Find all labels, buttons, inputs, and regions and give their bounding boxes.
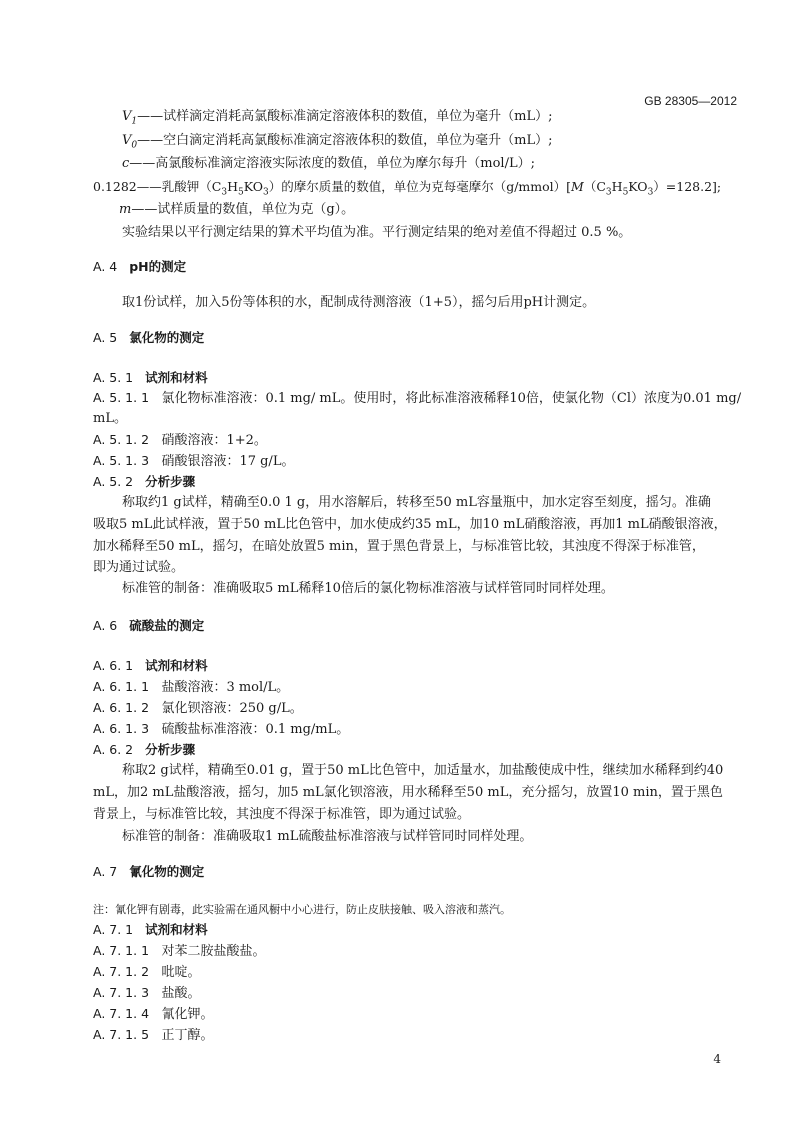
item-text: 盐酸溶液：3 mol/L。 — [161, 680, 290, 695]
symbol: M — [571, 179, 584, 194]
paragraph: 即为通过试验。 — [93, 560, 185, 575]
definition-text: ——空白滴定消耗高氯酸标准滴定溶液体积的数值，单位为毫升（mL）; — [137, 133, 553, 148]
definition-text: ——试样质量的数值，单位为克（g）。 — [131, 202, 355, 217]
paragraph: 背景上，与标准管比较，其浊度不得深于标准管，即为通过试验。 — [93, 807, 471, 822]
list-item-a513 — [93, 452, 294, 471]
item-text: 硝酸银溶液：17 g/L。 — [161, 454, 295, 469]
paragraph: 取1份试样，加入5份等体积的水，配制成待测溶液（1+5），摇匀后用pH计测定。 — [122, 295, 596, 310]
list-item-a711 — [93, 942, 265, 961]
standard-code: GB 28305—2012 — [644, 94, 737, 108]
paragraph: 吸取5 mL此试样液，置于50 mL比色管中，加水使成约35 mL，加10 mL硝酸溶液，再加1 mL硝酸银溶液， — [93, 517, 727, 532]
safety-note: 注：氰化钾有剧毒，此实验需在通风橱中小心进行，防止皮肤接触、吸入溶液和蒸汽。 — [93, 903, 511, 916]
subscript: 0 — [131, 140, 138, 151]
subsection-heading-a71 — [93, 921, 208, 939]
item-text: 吡啶。 — [161, 965, 201, 980]
paragraph: 标准管的制备：准确吸取1 mL硫酸盐标准溶液与试样管同时同样处理。 — [122, 829, 533, 844]
section-number: A. 5. 1 — [93, 370, 134, 385]
text: KO — [628, 179, 648, 194]
symbol: m — [119, 202, 132, 217]
item-text: 氰化钾。 — [161, 1007, 214, 1022]
subscript: 5 — [622, 187, 629, 198]
paragraph: mL，加2 mL盐酸溶液，摇匀，加5 mL氯化钡溶液，用水稀释至50 mL，充分摇匀，放置10 min，置于黑色 — [93, 785, 723, 800]
item-text: 对苯二胺盐酸盐。 — [161, 944, 266, 959]
section-title: 试剂和材料 — [145, 658, 208, 673]
section-number: A. 6 — [93, 618, 118, 633]
item-number: A. 5. 1. 1 — [93, 390, 150, 405]
section-title: 氯化物的测定 — [129, 330, 205, 345]
text: ）的摩尔质量的数值，单位为克每毫摩尔（g/mmol）[ — [268, 179, 572, 194]
section-number: A. 4 — [93, 259, 118, 274]
text: KO — [243, 179, 263, 194]
item-number: A. 7. 1. 2 — [93, 964, 150, 979]
list-item-a714 — [93, 1005, 213, 1024]
text: ）=128.2]; — [653, 179, 722, 194]
subsection-heading-a51 — [93, 369, 208, 387]
item-number: A. 7. 1. 5 — [93, 1027, 150, 1042]
definition-text: ——高氯酸标准滴定溶液实际浓度的数值，单位为摩尔每升（mol/L）; — [129, 156, 535, 171]
item-text: 正丁醇。 — [161, 1028, 214, 1043]
subscript: 3 — [221, 187, 228, 198]
subsection-heading-a52 — [93, 473, 195, 491]
subscript: 1 — [131, 116, 138, 127]
section-heading-a4 — [93, 258, 186, 276]
section-number: A. 7. 1 — [93, 922, 134, 937]
text: H — [227, 179, 238, 194]
list-item-a712 — [93, 963, 200, 982]
result-statement: 实验结果以平行测定结果的算术平均值为准。平行测定结果的绝对差值不得超过 0.5 %。 — [122, 225, 632, 240]
paragraph: 称取约1 g试样，精确至0.0 1 g，用水溶解后，转移至50 mL容量瓶中，加水定容至刻度，摇匀。准确 — [122, 495, 711, 510]
symbol: V — [122, 109, 132, 124]
section-number: A. 7 — [93, 864, 118, 879]
section-title: 试剂和材料 — [145, 370, 208, 385]
page-number: 4 — [713, 1052, 721, 1066]
paragraph: 加水稀释至50 mL，摇匀，在暗处放置5 min，置于黑色背景上，与标准管比较，其浊度不得深于标准管， — [93, 539, 705, 554]
section-number: A. 6. 1 — [93, 658, 134, 673]
item-number: A. 6. 1. 2 — [93, 700, 150, 715]
section-title: 试剂和材料 — [145, 922, 208, 937]
subscript: 3 — [605, 187, 612, 198]
section-heading-a6 — [93, 617, 204, 635]
item-number: A. 7. 1. 1 — [93, 943, 150, 958]
text: ——乳酸钾（C — [136, 179, 222, 194]
symbol: V — [122, 133, 132, 148]
list-item-a612 — [93, 699, 303, 718]
paragraph: 称取2 g试样，精确至0.01 g，置于50 mL比色管中，加适量水，加盐酸使成中性，继续加水稀释到约40 — [122, 763, 724, 778]
subsection-heading-a62 — [93, 741, 195, 759]
text: H — [611, 179, 623, 194]
item-text: 氯化物标准溶液：0.1 mg/ mL。使用时，将此标准溶液稀释10倍，使氯化物（Cl）浓度为0.01 mg/ — [161, 391, 742, 406]
section-heading-a5 — [93, 329, 204, 347]
item-number: A. 5. 1. 2 — [93, 432, 150, 447]
subsection-heading-a61 — [93, 657, 208, 675]
symbol: c — [122, 156, 130, 171]
subscript: 5 — [237, 187, 244, 198]
subscript: 3 — [647, 187, 654, 198]
item-text: 硝酸溶液：1+2。 — [161, 433, 267, 448]
item-number: A. 5. 1. 3 — [93, 453, 150, 468]
definition-c — [122, 155, 535, 173]
symbol: 0.1282 — [93, 179, 137, 194]
definition-v0 — [122, 132, 552, 155]
paragraph: 标准管的制备：准确吸取5 mL稀释10倍后的氯化物标准溶液与试样管同时同样处理。 — [122, 581, 614, 596]
section-title: pH的测定 — [129, 259, 187, 274]
list-item-a512 — [93, 431, 267, 450]
item-number: A. 7. 1. 4 — [93, 1006, 150, 1021]
section-title: 氰化物的测定 — [129, 864, 205, 879]
definition-molar-mass — [93, 178, 721, 202]
section-number: A. 5 — [93, 330, 118, 345]
list-item-a713 — [93, 984, 200, 1003]
definition-v1 — [122, 108, 552, 131]
list-item-a511 — [93, 389, 741, 408]
section-title: 分析步骤 — [145, 742, 196, 757]
item-text: 氯化钡溶液：250 g/L。 — [161, 701, 303, 716]
section-number: A. 5. 2 — [93, 474, 134, 489]
list-item-a715 — [93, 1026, 213, 1045]
text: （C — [583, 179, 606, 194]
section-number: A. 6. 2 — [93, 742, 134, 757]
item-number: A. 7. 1. 3 — [93, 985, 150, 1000]
definition-text: ——试样滴定消耗高氯酸标准滴定溶液体积的数值，单位为毫升（mL）; — [137, 109, 553, 124]
section-title: 硫酸盐的测定 — [129, 618, 205, 633]
subscript: 3 — [262, 187, 269, 198]
item-text: 盐酸。 — [161, 986, 201, 1001]
list-item-continuation: mL。 — [93, 411, 127, 426]
item-number: A. 6. 1. 3 — [93, 721, 150, 736]
section-title: 分析步骤 — [145, 474, 196, 489]
definition-m — [119, 201, 354, 219]
item-number: A. 6. 1. 1 — [93, 679, 150, 694]
section-heading-a7 — [93, 863, 204, 881]
list-item-a611 — [93, 678, 289, 697]
list-item-a613 — [93, 720, 349, 739]
item-text: 硫酸盐标准溶液：0.1 mg/mL。 — [161, 722, 350, 737]
